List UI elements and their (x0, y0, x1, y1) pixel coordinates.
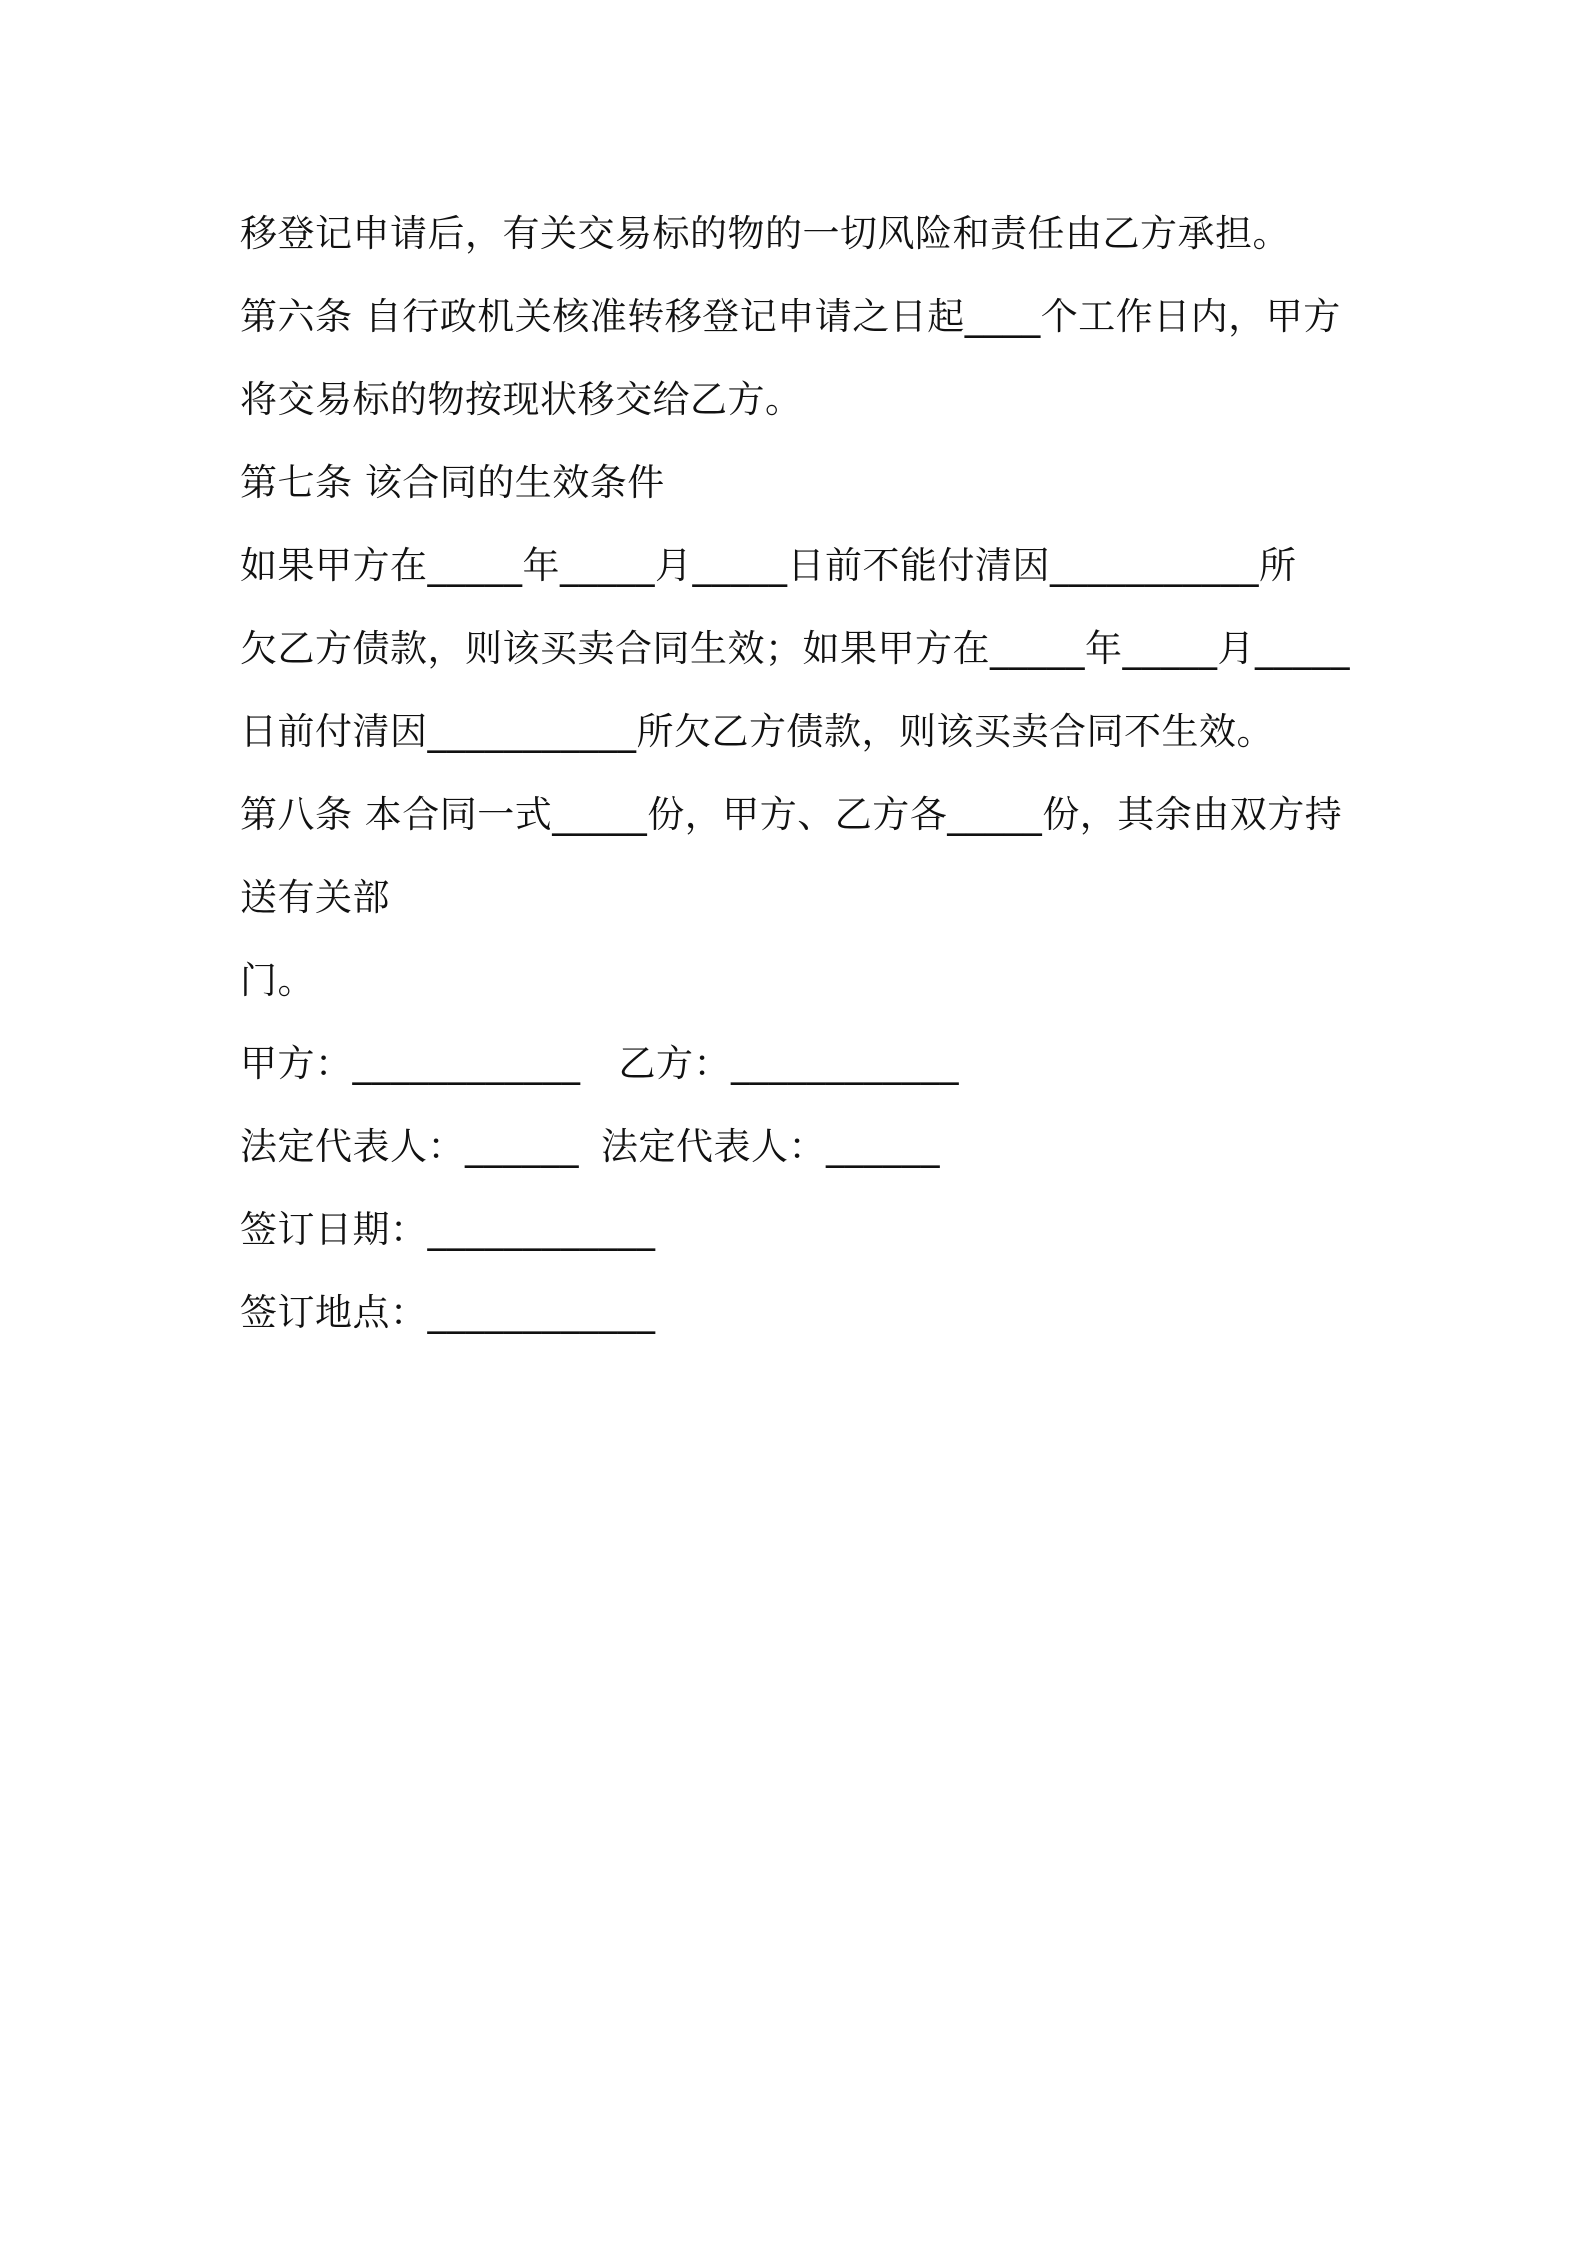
representative-row (240, 1105, 1360, 1188)
article-7-line-2: 欠乙方债款，则该买卖合同生效；如果甲方在_____年_____月_____ (240, 627, 1350, 670)
sign-date-field: 签订日期：____________ (240, 1208, 656, 1251)
sign-place-field: 签订地点：____________ (240, 1291, 656, 1334)
party-b-field: 乙方：____________ (618, 1042, 959, 1085)
article-7-heading: 第七条 该合同的生效条件 (240, 461, 665, 504)
article-8-line-3: 门。 (240, 959, 315, 1002)
article-8-line-2: 送有关部 (240, 876, 390, 919)
party-a-field: 甲方：____________ (240, 1042, 581, 1085)
article-6-line-1: 第六条 自行政机关核准转移登记申请之日起____个工作日内，甲方 (240, 295, 1341, 338)
rep-b-field: 法定代表人：______ (601, 1125, 940, 1168)
paragraph-line: 移登记申请后，有关交易标的物的一切风险和责任由乙方承担。 (240, 212, 1290, 255)
article-6-line-2: 将交易标的物按现状移交给乙方。 (240, 378, 803, 421)
document-body (240, 192, 1360, 1354)
article-8-line-1: 第八条 本合同一式_____份，甲方、乙方各_____份，其余由双方持 (240, 793, 1343, 836)
article-7-line-3: 日前付清因___________所欠乙方债款，则该买卖合同不生效。 (240, 710, 1274, 753)
article-7-line-1: 如果甲方在_____年_____月_____日前不能付清因___________所 (240, 544, 1297, 587)
party-signature-row (240, 1022, 1360, 1105)
rep-a-field: 法定代表人：______ (240, 1125, 579, 1168)
